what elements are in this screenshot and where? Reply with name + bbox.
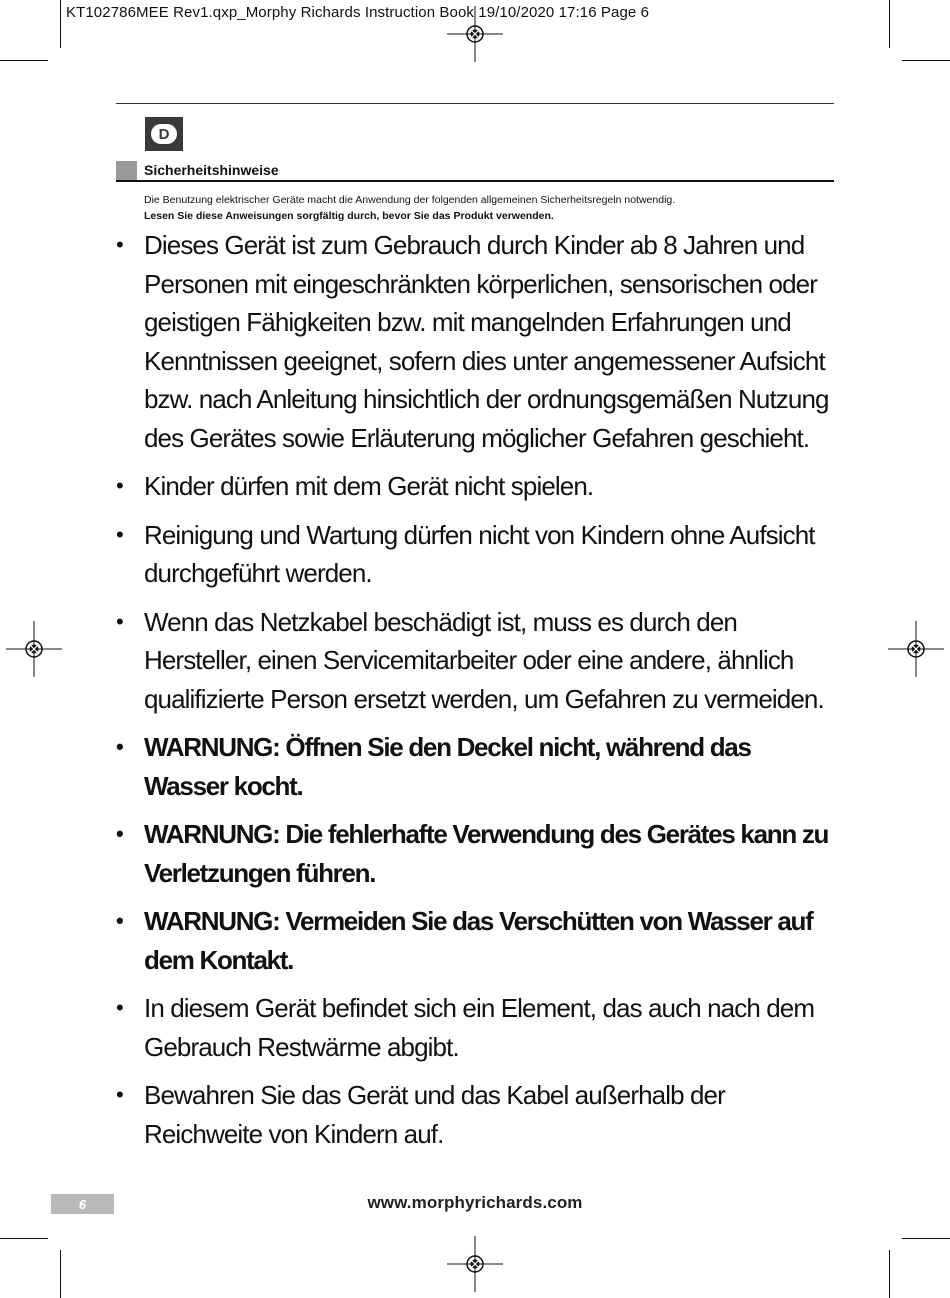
bullet-icon: •	[116, 734, 123, 759]
bullet-icon: •	[116, 908, 123, 933]
bullet-icon: •	[116, 608, 123, 634]
crop-mark	[902, 60, 950, 61]
section-title: Sicherheitshinweise	[144, 162, 279, 178]
footer-url: www.morphyrichards.com	[367, 1193, 583, 1212]
language-badge	[145, 117, 183, 151]
registration-mark-icon	[6, 621, 62, 677]
crop-mark	[889, 0, 890, 48]
safety-list	[116, 226, 834, 1163]
list-item	[116, 226, 834, 457]
bullet-icon: •	[116, 1082, 123, 1107]
list-item	[116, 603, 834, 719]
warning-text: WARNUNG: Öffnen Sie den Deckel nicht, während das Wasser kocht.	[144, 732, 751, 801]
list-item-text: Bewahren Sie das Gerät und das Kabel außerhalb der Reichweite von Kindern auf.	[144, 1080, 725, 1149]
warning-item	[116, 728, 834, 805]
list-item-text: Wenn das Netzkabel beschädigt ist, muss es durch den Hersteller, einen Servicemitarbeiter oder eine andere, ähnlich qualifizierte Person ersetzt werden, um Gefahren zu vermeiden.	[144, 606, 824, 714]
section-divider	[116, 180, 834, 182]
list-item-text: Reinigung und Wartung dürfen nicht von Kindern ohne Aufsicht durchgeführt werden.	[144, 519, 815, 588]
crop-mark	[0, 60, 48, 61]
crop-mark	[60, 1250, 61, 1298]
warning-item	[116, 815, 834, 892]
list-item	[116, 989, 834, 1066]
intro-line: Die Benutzung elektrischer Geräte macht die Anwendung der folgenden allgemeinen Sicherheitsregeln notwendig.	[144, 194, 676, 206]
crop-mark	[0, 1238, 48, 1239]
bullet-icon: •	[116, 232, 123, 257]
crop-mark	[60, 0, 61, 48]
page-number: 6	[51, 1194, 114, 1214]
list-item-text: Dieses Gerät ist zum Gebrauch durch Kinder ab 8 Jahren und Personen mit eingeschränkten körperlichen, sensorischen oder geistigen Fähigkeiten bzw. mit mangelnden Erfahrungen und Kenntnissen geeignet, sofern dies unter angemessener Aufsicht bzw. nach Anleitung hinsichtlich der ordnungsgemäßen Nutzung des Gerätes sowie Erläuterung möglicher Gefahren geschieht.	[144, 230, 829, 453]
list-item-text: Kinder dürfen mit dem Gerät nicht spielen.	[144, 471, 594, 501]
intro-text	[144, 192, 675, 224]
registration-mark-icon	[447, 6, 503, 62]
crop-mark	[902, 1238, 950, 1239]
list-item	[116, 467, 834, 506]
bullet-icon: •	[116, 821, 123, 846]
warning-text: WARNUNG: Vermeiden Sie das Verschütten von Wasser auf dem Kontakt.	[144, 906, 813, 975]
intro-line-bold: Lesen Sie diese Anweisungen sorgfältig durch, bevor Sie das Produkt verwenden.	[144, 210, 554, 222]
registration-mark-icon	[447, 1236, 503, 1292]
list-item	[116, 516, 834, 593]
bullet-icon: •	[116, 473, 123, 498]
list-item-text: In diesem Gerät befindet sich ein Element, das auch nach dem Gebrauch Restwärme abgibt.	[144, 993, 815, 1062]
registration-mark-icon	[888, 621, 944, 677]
crop-mark	[889, 1250, 890, 1298]
section-marker	[116, 161, 137, 180]
list-item	[116, 1076, 834, 1153]
header-divider	[116, 103, 834, 104]
language-code: D	[151, 124, 177, 144]
warning-item	[116, 902, 834, 979]
bullet-icon: •	[116, 995, 123, 1020]
warning-text: WARNUNG: Die fehlerhafte Verwendung des Gerätes kann zu Verletzungen führen.	[144, 819, 829, 888]
bullet-icon: •	[116, 521, 123, 547]
print-slug: KT102786MEE Rev1.qxp_Morphy Richards Instruction Book 19/10/2020 17:16 Page 6	[66, 4, 650, 21]
